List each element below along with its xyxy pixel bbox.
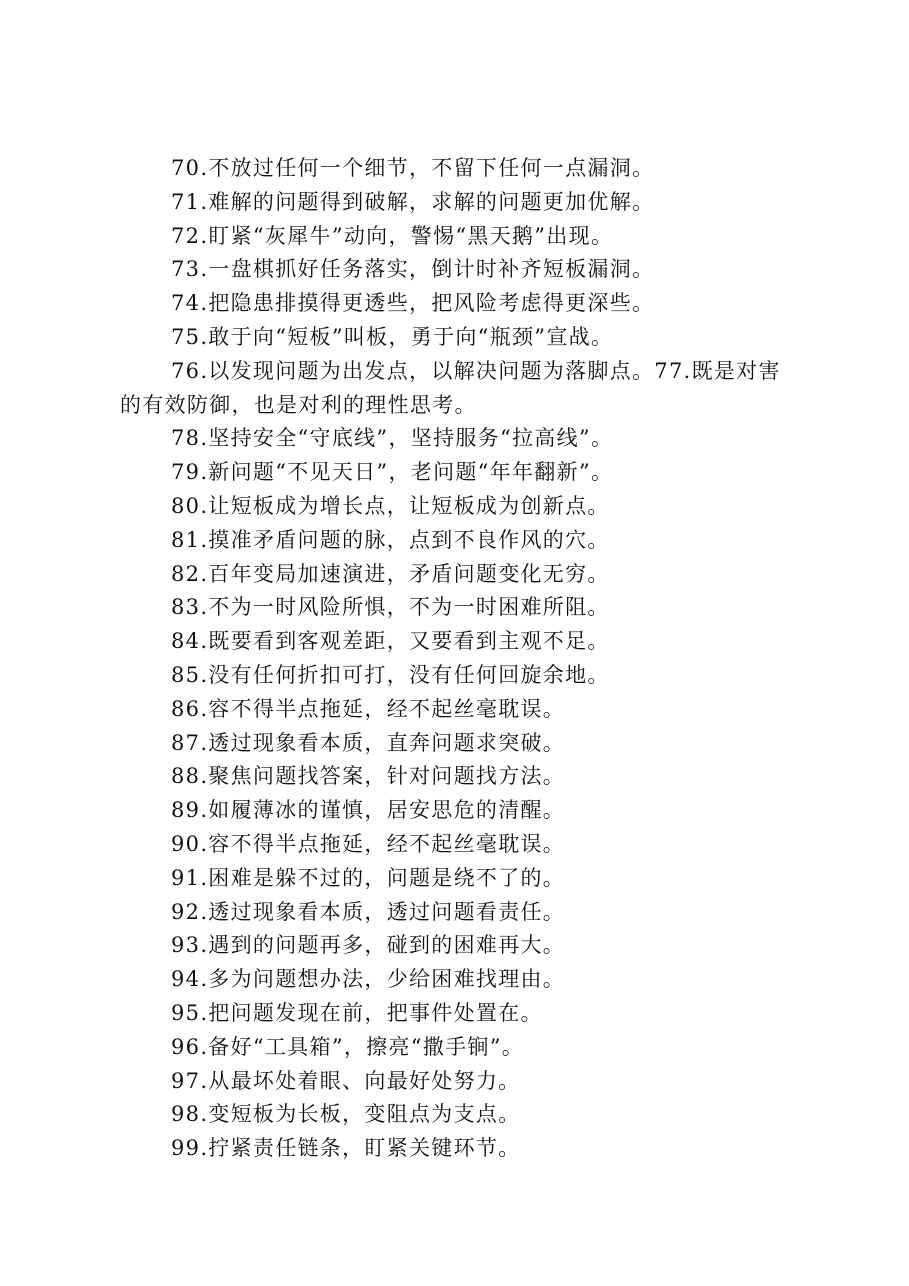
paragraph-72: 72.盯紧“灰犀牛”动向，警惕“黑天鹅”出现。 xyxy=(171,223,614,248)
paragraph-71: 71.难解的问题得到破解，求解的问题更加优解。 xyxy=(171,189,655,214)
paragraph-75: 75.敢于向“短板”叫板，勇于向“瓶颈”宣战。 xyxy=(171,324,614,349)
paragraph-87: 87.透过现象看本质，直奔问题求突破。 xyxy=(171,730,566,755)
paragraph-70: 70.不放过任何一个细节，不留下任何一点漏洞。 xyxy=(171,156,655,180)
paragraph-82: 82.百年变局加速演进，矛盾问题变化无穷。 xyxy=(171,561,610,586)
paragraph-97: 97.从最坏处着眼、向最好处努力。 xyxy=(171,1068,521,1093)
paragraph-83: 83.不为一时风险所惧，不为一时困难所阻。 xyxy=(171,595,610,620)
paragraph-94: 94.多为问题想办法，少给困难找理由。 xyxy=(171,967,566,992)
paragraph-90: 90.容不得半点拖延，经不起丝毫耽误。 xyxy=(171,831,566,856)
paragraph-89: 89.如履薄冰的谨慎，居安思危的清醒。 xyxy=(171,798,566,823)
paragraph-74: 74.把隐患排摸得更透些，把风险考虑得更深些。 xyxy=(171,291,655,316)
paragraph-84: 84.既要看到客观差距，又要看到主观不足。 xyxy=(171,629,610,654)
paragraph-98: 98.变短板为长板，变阻点为支点。 xyxy=(171,1102,521,1127)
paragraph-79: 79.新问题“不见天日”，老问题“年年翻新”。 xyxy=(171,460,614,485)
paragraph-81: 81.摸准矛盾问题的脉，点到不良作风的穴。 xyxy=(171,527,610,552)
paragraph-95: 95.把问题发现在前，把事件处置在。 xyxy=(171,1000,543,1025)
paragraph-96: 96.备好“工具箱”，擦亮“撒手锏”。 xyxy=(171,1034,525,1059)
paragraph-93: 93.遇到的问题再多，碰到的困难再大。 xyxy=(171,933,566,958)
paragraph-85: 85.没有任何折扣可打，没有任何回旋余地。 xyxy=(171,662,610,687)
paragraph-76-77: 76.以发现问题为出发点，以解决问题为落脚点。77.既是对害的有效防御，也是对利的理性思考。 xyxy=(120,358,781,417)
paragraph-78: 78.坚持安全“守底线”，坚持服务“拉高线”。 xyxy=(171,426,614,451)
document-body xyxy=(120,152,800,1166)
paragraph-80: 80.让短板成为增长点，让短板成为创新点。 xyxy=(171,493,610,518)
paragraph-86: 86.容不得半点拖延，经不起丝毫耽误。 xyxy=(171,696,566,721)
paragraph-88: 88.聚焦问题找答案，针对问题找方法。 xyxy=(171,764,566,789)
paragraph-91: 91.困难是躲不过的，问题是绕不了的。 xyxy=(171,865,566,890)
paragraph-99: 99.拧紧责任链条，盯紧关键环节。 xyxy=(171,1136,521,1161)
paragraph-92: 92.透过现象看本质，透过问题看责任。 xyxy=(171,899,566,924)
paragraph-73: 73.一盘棋抓好任务落实，倒计时补齐短板漏洞。 xyxy=(171,257,655,282)
